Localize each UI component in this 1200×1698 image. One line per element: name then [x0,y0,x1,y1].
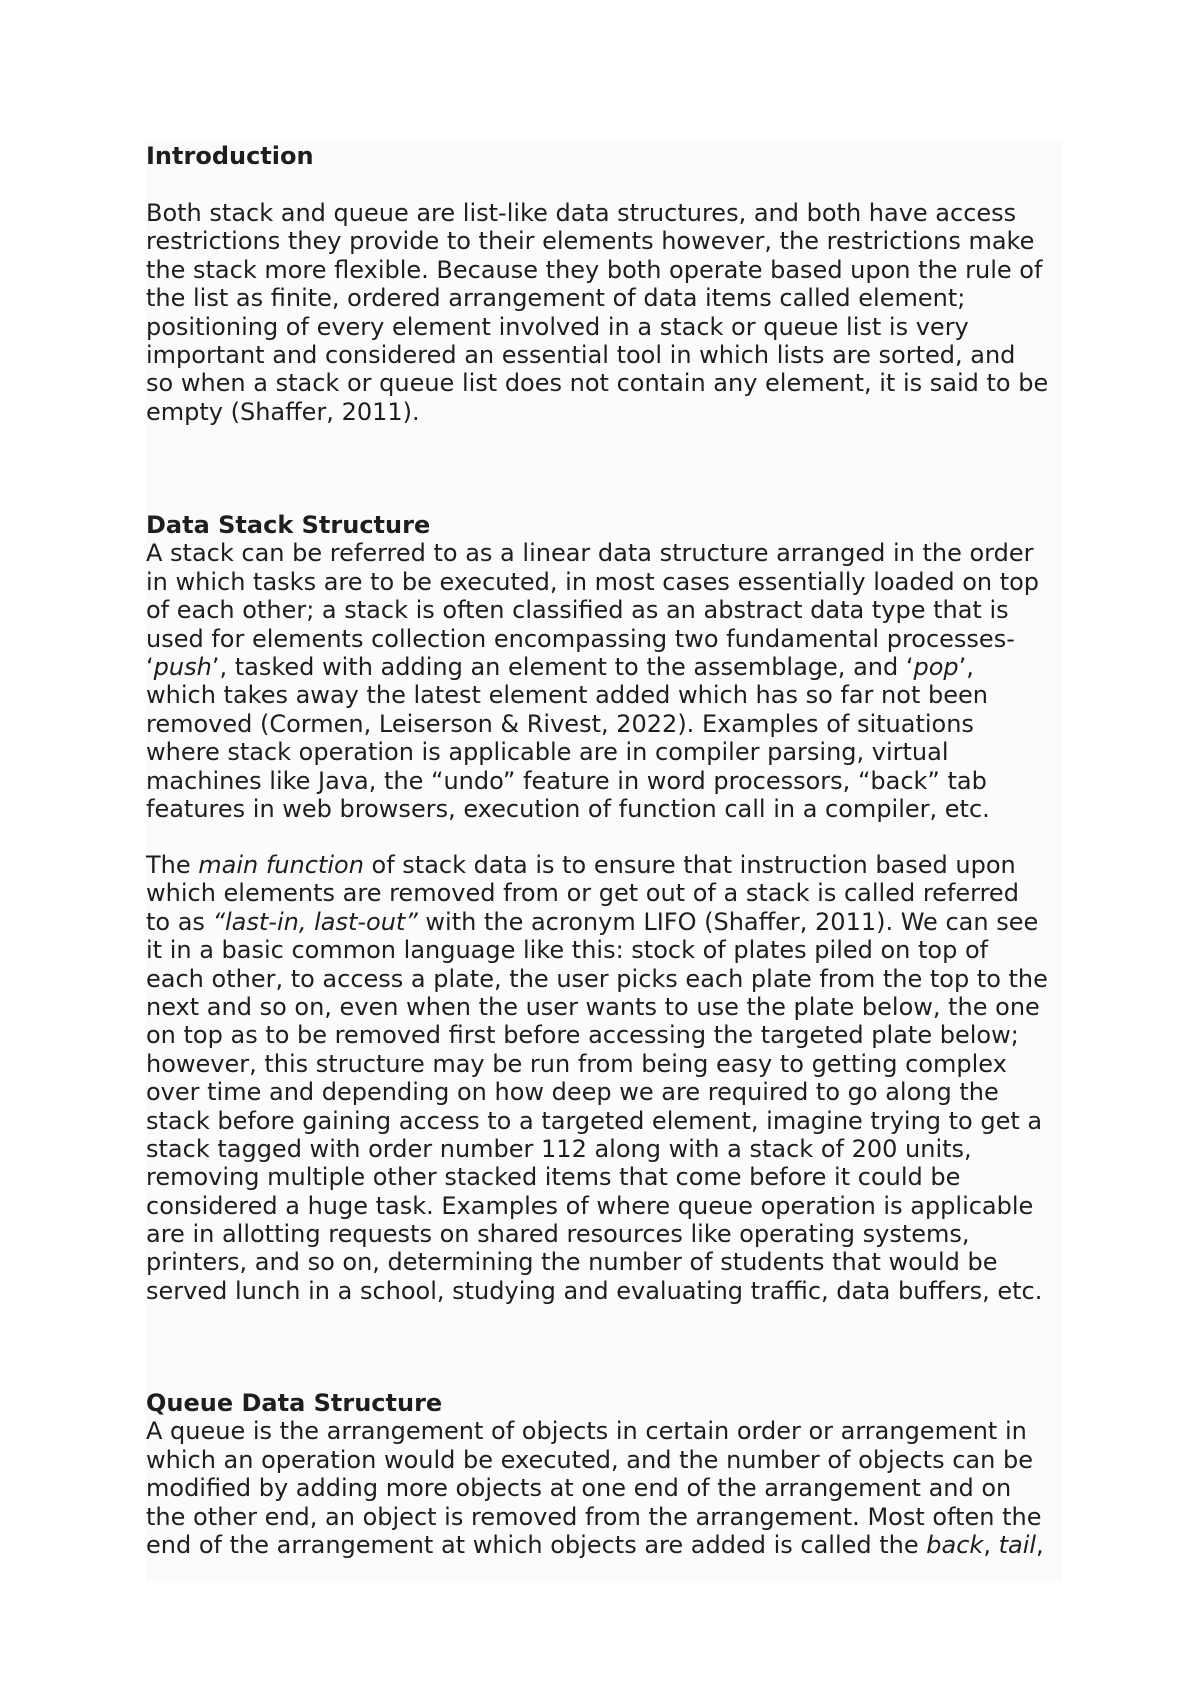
text-line: the list as finite, ordered arrangement of data items called element; [146,284,966,313]
text-line: which an operation would be executed, and the number of objects can be [146,1445,1033,1474]
text-line: features in web browsers, execution of function call in a compiler, etc. [146,794,990,823]
text-line: the other end, an object is removed from the arrangement. Most often the [146,1502,1042,1531]
pop-term: pop [913,652,959,681]
main-function-term: main function [198,851,364,879]
text-line: important and considered an essential tool in which lists are sorted, and [146,340,1016,369]
queue-section [146,1389,1086,1559]
stack-heading: Data Stack Structure [146,511,431,539]
text-line: however, this structure may be run from being easy to getting complex [146,1049,1007,1078]
text-line: stack tagged with order number 112 along with a stack of 200 units, [146,1134,972,1163]
text-line: empty (Shaffer, 2011). [146,397,420,426]
text-line: served lunch in a school, studying and evaluating traffic, data buffers, etc. [146,1276,1043,1305]
push-term: push [153,652,212,681]
text-line: which takes away the latest element added which has so far not been [146,681,988,710]
text-line: A queue is the arrangement of objects in certain order or arrangement in [146,1417,1027,1446]
text-line: so when a stack or queue list does not contain any element, it is said to be [146,369,1049,398]
text-line: each other, to access a plate, the user picks each plate from the top to the [146,964,1048,993]
text-line: positioning of every element involved in a stack or queue list is very [146,312,969,341]
text-line: used for elements collection encompassing two fundamental processes- [146,624,1015,653]
text-line: stack before gaining access to a targeted element, imagine trying to get a [146,1106,1043,1135]
intro-heading: Introduction [146,142,314,170]
text-line: considered a huge task. Examples of where queue operation is applicable [146,1191,1034,1220]
text-line: it in a basic common language like this: stock of plates piled on top of [146,936,989,965]
stack-section [146,511,1086,823]
text-line: modified by adding more objects at one end of the arrangement and on [146,1474,1012,1503]
lifo-term: “last-in, last-out” [212,907,418,936]
intro-paragraph [146,199,1086,426]
text-line: restrictions they provide to their elements however, the restrictions make [146,227,1035,256]
queue-heading: Queue Data Structure [146,1389,443,1417]
text-line: The main function of stack data is to ensure that instruction based upon [146,851,1016,879]
text-line: machines like Java, the “undo” feature in word processors, “back” tab [146,766,987,795]
text-line: end of the arrangement at which objects are added is called the back, tail, [146,1530,1044,1559]
text-line: ‘push’, tasked with adding an element to the assemblage, and ‘pop’, [146,652,974,681]
text-line: removing multiple other stacked items that come before it could be [146,1163,961,1192]
back-term: back [926,1530,984,1559]
text-line: Both stack and queue are list-like data structures, and both have access [146,199,1017,227]
text-line: which elements are removed from or get out of a stack is called referred [146,879,1019,908]
text-line: in which tasks are to be executed, in most cases essentially loaded on top [146,567,1040,596]
text-line: on top as to be removed first before accessing the targeted plate below; [146,1021,1019,1050]
text-line: of each other; a stack is often classified as an abstract data type that is [146,596,1009,625]
text-line: next and so on, even when the user wants to use the plate below, the one [146,992,1040,1021]
text-line: over time and depending on how deep we are required to go along the [146,1078,999,1107]
text-line: the stack more flexible. Because they both operate based upon the rule of [146,255,1043,284]
text-line: are in allotting requests on shared resources like operating systems, [146,1220,970,1249]
text-line: to as “last-in, last-out” with the acronym LIFO (Shaffer, 2011). We can see [146,907,1039,936]
text-line: where stack operation is applicable are in compiler parsing, virtual [146,738,949,767]
tail-term: tail [998,1530,1037,1559]
text-line: printers, and so on, determining the number of students that would be [146,1248,998,1277]
document-page [146,142,1062,1582]
function-paragraph [146,851,1086,1305]
text-line: A stack can be referred to as a linear data structure arranged in the order [146,539,1034,568]
text-line: removed (Cormen, Leiserson & Rivest, 2022). Examples of situations [146,709,974,738]
